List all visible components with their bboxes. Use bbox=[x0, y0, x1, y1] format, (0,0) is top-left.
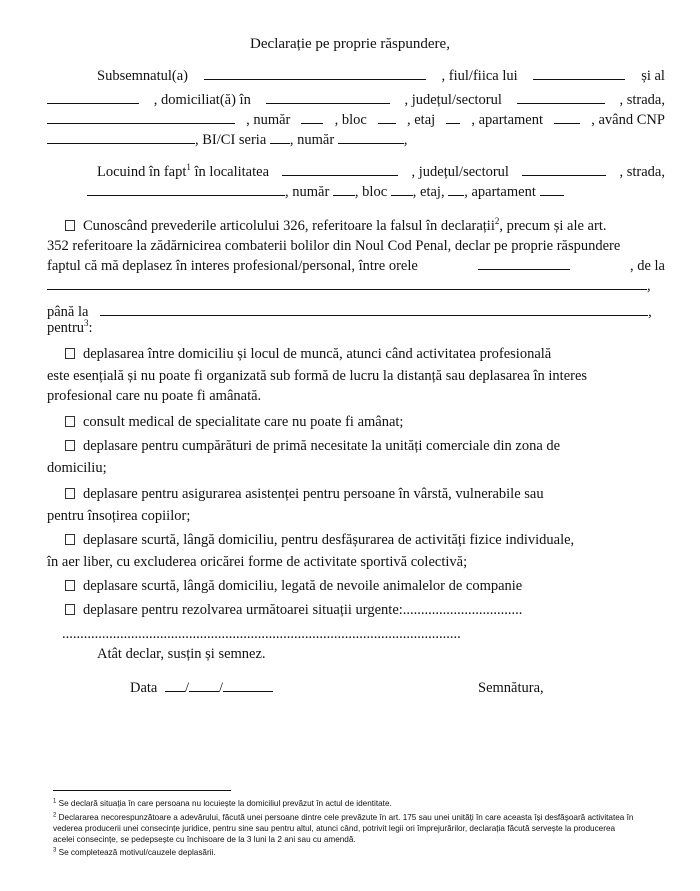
identity-line-2: , domiciliat(ă) în , județul/sectorul , strada, bbox=[47, 90, 665, 110]
option-shopping: deplasare pentru cumpărături de primă necesitate la unități comerciale din zona de bbox=[47, 436, 665, 456]
urgent-details-field[interactable]: .............................................................................................................. bbox=[62, 626, 461, 642]
option-pets: deplasare scurtă, lângă domiciliu, legată de nevoile animalelor de companie bbox=[47, 576, 665, 596]
option-exercise-checkbox[interactable] bbox=[65, 534, 75, 545]
option-assistance-line-2: pentru însoțirea copiilor; bbox=[47, 508, 191, 524]
domicile-apartment-field[interactable] bbox=[554, 110, 580, 124]
name-field[interactable] bbox=[204, 66, 426, 80]
domicile-floor-field[interactable] bbox=[446, 110, 460, 124]
residence-block-field[interactable] bbox=[391, 182, 413, 196]
from-location-field[interactable] bbox=[47, 276, 647, 290]
footnote-3: $^3$ Se completează motivul/cauzele deplasării. bbox=[53, 847, 216, 857]
date-month-field[interactable] bbox=[189, 678, 219, 692]
option-medical-checkbox[interactable] bbox=[65, 416, 75, 427]
option-assistance-checkbox[interactable] bbox=[65, 488, 75, 499]
option-shopping-line-2: domiciliu; bbox=[47, 460, 107, 476]
footnote-2-line-3: acelei consecințe, se pedepsește cu închisoare de la 3 luni la 2 ani sau cu amendă. bbox=[53, 835, 356, 844]
residence-street-field[interactable] bbox=[87, 182, 285, 196]
residence-floor-field[interactable] bbox=[448, 182, 464, 196]
option-medical: consult medical de specialitate care nu poate fi amânat; bbox=[47, 412, 665, 432]
footnote-separator bbox=[53, 790, 231, 791]
residence-locality-field[interactable] bbox=[282, 162, 398, 176]
cnp-field[interactable] bbox=[47, 130, 195, 144]
residence-number-field[interactable] bbox=[333, 182, 355, 196]
declaration-line-6: pentru$^3$: bbox=[47, 318, 93, 336]
closing-statement: Atât declar, susțin și semnez. bbox=[97, 646, 266, 662]
to-location-field[interactable] bbox=[100, 302, 648, 316]
option-urgent: deplasare pentru rezolvarea următoarei situații urgente:................................. bbox=[47, 600, 665, 620]
declaration-line-4: , bbox=[47, 276, 665, 296]
declaration-line-5: până la , bbox=[47, 304, 652, 320]
signature-label: Semnătura, bbox=[478, 680, 544, 696]
option-work: deplasarea între domiciliu și locul de muncă, atunci când activitatea profesională bbox=[47, 344, 665, 364]
mother-name-field[interactable] bbox=[47, 90, 139, 104]
option-shopping-checkbox[interactable] bbox=[65, 440, 75, 451]
domicile-locality-field[interactable] bbox=[266, 90, 390, 104]
document-title: Declarație pe proprie răspundere, bbox=[250, 36, 450, 52]
footnote-1: $^1$ Se declară situația în care persoana nu locuiește la domiciliul prevăzut în actul de identitate. bbox=[53, 798, 392, 808]
id-series-field[interactable] bbox=[270, 130, 290, 144]
option-urgent-checkbox[interactable] bbox=[65, 604, 75, 615]
declaration-line-2: 352 referitoare la zădărnicirea combaterii bolilor din Noul Cod Penal, declar pe proprie răspundere bbox=[47, 238, 621, 254]
option-work-checkbox[interactable] bbox=[65, 348, 75, 359]
option-work-line-2: este esențială și nu poate fi organizată sub formă de lucru la distanță sau deplasarea în interes bbox=[47, 368, 588, 384]
domicile-street-field[interactable] bbox=[47, 110, 235, 124]
identity-line-4: , BI/CI seria , număr , bbox=[47, 130, 665, 150]
date-line: Data / / bbox=[130, 678, 330, 698]
residence-apartment-field[interactable] bbox=[540, 182, 564, 196]
option-pets-checkbox[interactable] bbox=[65, 580, 75, 591]
father-name-field[interactable] bbox=[533, 66, 625, 80]
residence-county-field[interactable] bbox=[522, 162, 606, 176]
date-day-field[interactable] bbox=[165, 678, 185, 692]
option-work-line-3: profesional care nu poate fi amânată. bbox=[47, 388, 262, 404]
footnote-2-line-2: vederea producerii unei consecințe juridice, pentru sine sau pentru altul, atunci când, potrivit legii ori împrejurărilor, declarația făcută servește la producerea bbox=[53, 824, 616, 833]
footnote-2: $^2$ Declararea necorespunzătoare a adevărului, făcută unei persoane dintre cele prevăzute în art. 175 sau unei unități în care aceasta își desfășoară activitatea în bbox=[53, 812, 634, 822]
id-number-field[interactable] bbox=[338, 130, 404, 144]
identity-line-1: Subsemnatul(a) , fiul/fiica lui și al bbox=[97, 68, 665, 84]
declaration-checkbox[interactable] bbox=[65, 220, 75, 231]
residence-line-1: Locuind în fapt$^1$ în localitatea , județul/sectorul , strada, bbox=[97, 162, 665, 180]
declaration-line-1: Cunoscând prevederile articolului 326, referitoare la falsul în declarații$^2$, precum și ale art. bbox=[47, 216, 665, 236]
hours-field[interactable] bbox=[478, 256, 570, 270]
declaration-line-3: faptul că mă deplasez în interes profesional/personal, între orele , de la bbox=[47, 258, 665, 274]
identity-line-3: , număr , bloc , etaj , apartament , având CNP bbox=[47, 110, 665, 130]
domicile-number-field[interactable] bbox=[301, 110, 323, 124]
option-assistance: deplasare pentru asigurarea asistenței pentru persoane în vârstă, vulnerabile sau bbox=[47, 484, 665, 504]
date-year-field[interactable] bbox=[223, 678, 273, 692]
option-exercise-line-2: în aer liber, cu excluderea oricărei forme de activitate sportivă colectivă; bbox=[47, 554, 468, 570]
option-exercise: deplasare scurtă, lângă domiciliu, pentru desfășurarea de activități fizice individuale, bbox=[47, 530, 665, 550]
domicile-block-field[interactable] bbox=[378, 110, 396, 124]
residence-line-2: , număr , bloc , etaj, , apartament bbox=[47, 182, 665, 202]
domicile-county-field[interactable] bbox=[517, 90, 605, 104]
